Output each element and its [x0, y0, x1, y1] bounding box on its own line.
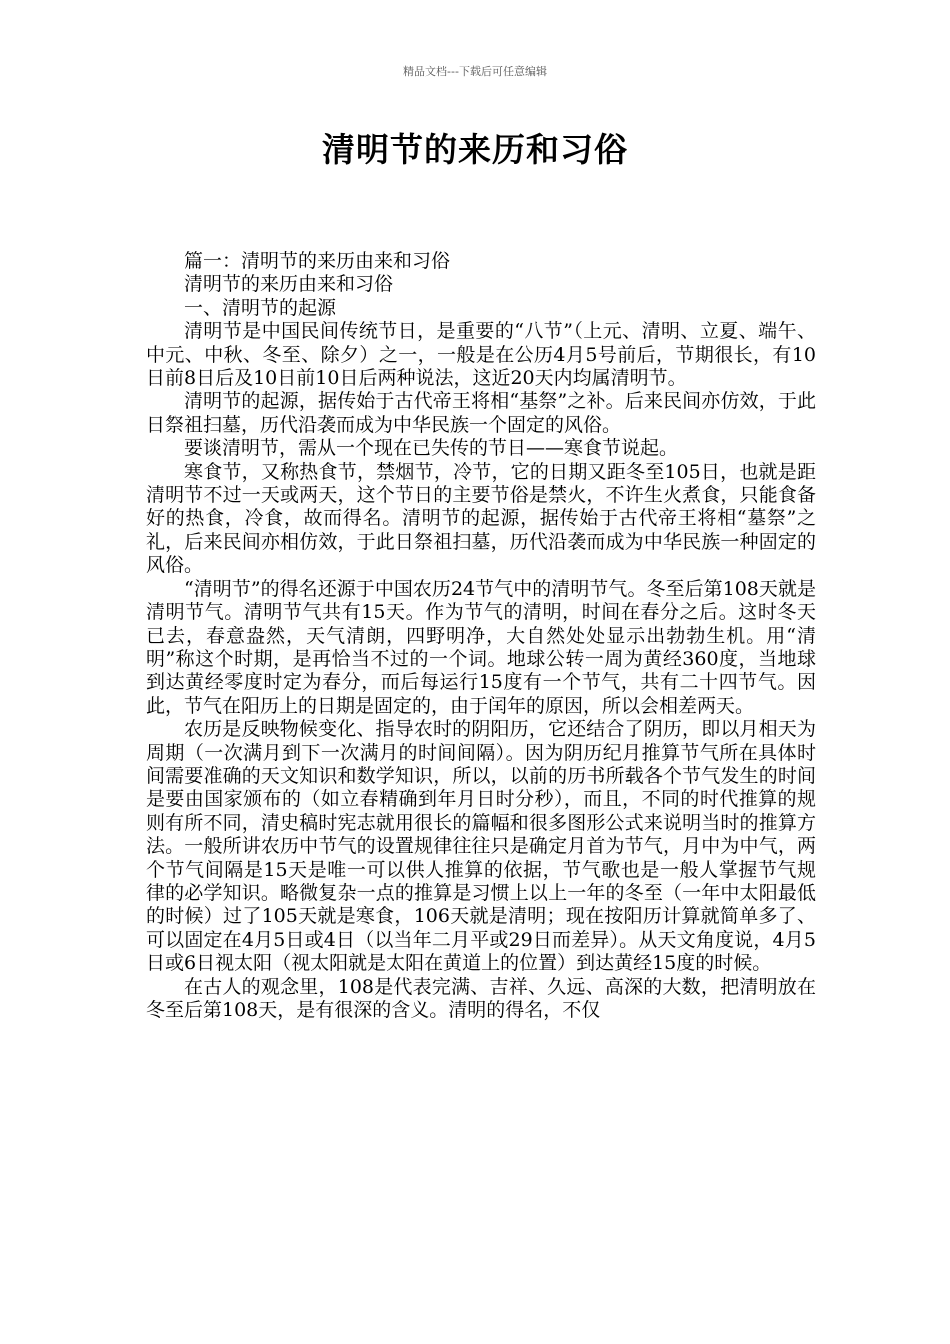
section-heading: 篇一：清明节的来历由来和习俗 — [184, 250, 451, 272]
document-title: 清明节的来历和习俗 — [322, 130, 628, 169]
document-body — [146, 250, 816, 1022]
body-paragraph: 在古人的观念里，108是代表完满、吉祥、久远、高深的大数，把清明放在冬至后第108天，是有很深的含义。清明的得名，不仅 — [146, 975, 816, 1021]
subtitle-line: 清明节的来历由来和习俗 — [184, 273, 394, 296]
body-paragraph: 寒食节，又称热食节，禁烟节，冷节，它的日期又距冬至105日，也就是距清明节不过一天或两天，这个节日的主要节俗是禁火，不许生火煮食，只能食备好的热食，冷食，故而得名。清明节的起源，据传始于古代帝王将相“墓祭”之礼，后来民间亦相仿效，于此日祭祖扫墓，历代沿袭而成为中华民族一种固定的风俗。 — [146, 460, 816, 577]
body-paragraph: 清明节的起源，据传始于古代帝王将相“基祭”之补。后来民间亦仿效，于此日祭祖扫墓，历代沿袭而成为中华民族一个固定的风俗。 — [146, 390, 816, 436]
body-paragraph: 要谈清明节，需从一个现在已失传的节日——寒食节说起。 — [184, 437, 679, 460]
body-paragraph: 农历是反映物候变化、指导农时的阴阳历，它还结合了阴历，即以月相天为周期（一次满月到下一次满月的时间间隔）。因为阴历纪月推算节气所在具体时间需要准确的天文知识和数学知识，所以，以前的历书所载各个节气发生的时间是要由国家颁布的（如立春精确到年月日时分秒），而且，不同的时代推算的规则有所不同，清史稿时宪志就用很长的篇幅和很多图形公式来说明当时的推算方法。一般所讲农历中节气的设置规律往往只是确定月首为节气，月中为中气，两个节气间隔是15天是唯一可以供人推算的依据，节气歌也是一般人掌握节气规律的必学知识。略微复杂一点的推算是习惯上以上一年的冬至（一年中太阳最低的时候）过了105天就是寒食，106天就是清明；现在按阳历计算就简单多了、可以固定在4月5日或4日（以当年二月平或29日而差异）。从天文角度说，4月5日或6日视太阳（视太阳就是太阳在黄道上的位置）到达黄经15度的时候。 — [146, 718, 816, 975]
body-paragraph: 清明节是中国民间传统节日，是重要的“八节”（上元、清明、立夏、端午、中元、中秋、冬至、除夕）之一，一般是在公历4月5号前后，节期很长，有10日前8日后及10日前10日后两种说法，这近20天内均属清明节。 — [146, 320, 816, 390]
page-header-watermark: 精品文档---下载后可任意编辑 — [403, 65, 547, 78]
subsection-heading: 一、清明节的起源 — [184, 296, 337, 319]
body-paragraph: “清明节”的得名还源于中国农历24节气中的清明节气。冬至后第108天就是清明节气。清明节气共有15天。作为节气的清明，时间在春分之后。这时冬天已去，春意盎然，天气清朗，四野明净，大自然处处显示出勃勃生机。用“清明”称这个时期，是再恰当不过的一个词。地球公转一周为黄经360度，当地球到达黄经零度时定为春分，而后每运行15度有一个节气，共有二十四节气。因此，节气在阳历上的日期是固定的，由于闰年的原因，所以会相差两天。 — [146, 577, 816, 717]
